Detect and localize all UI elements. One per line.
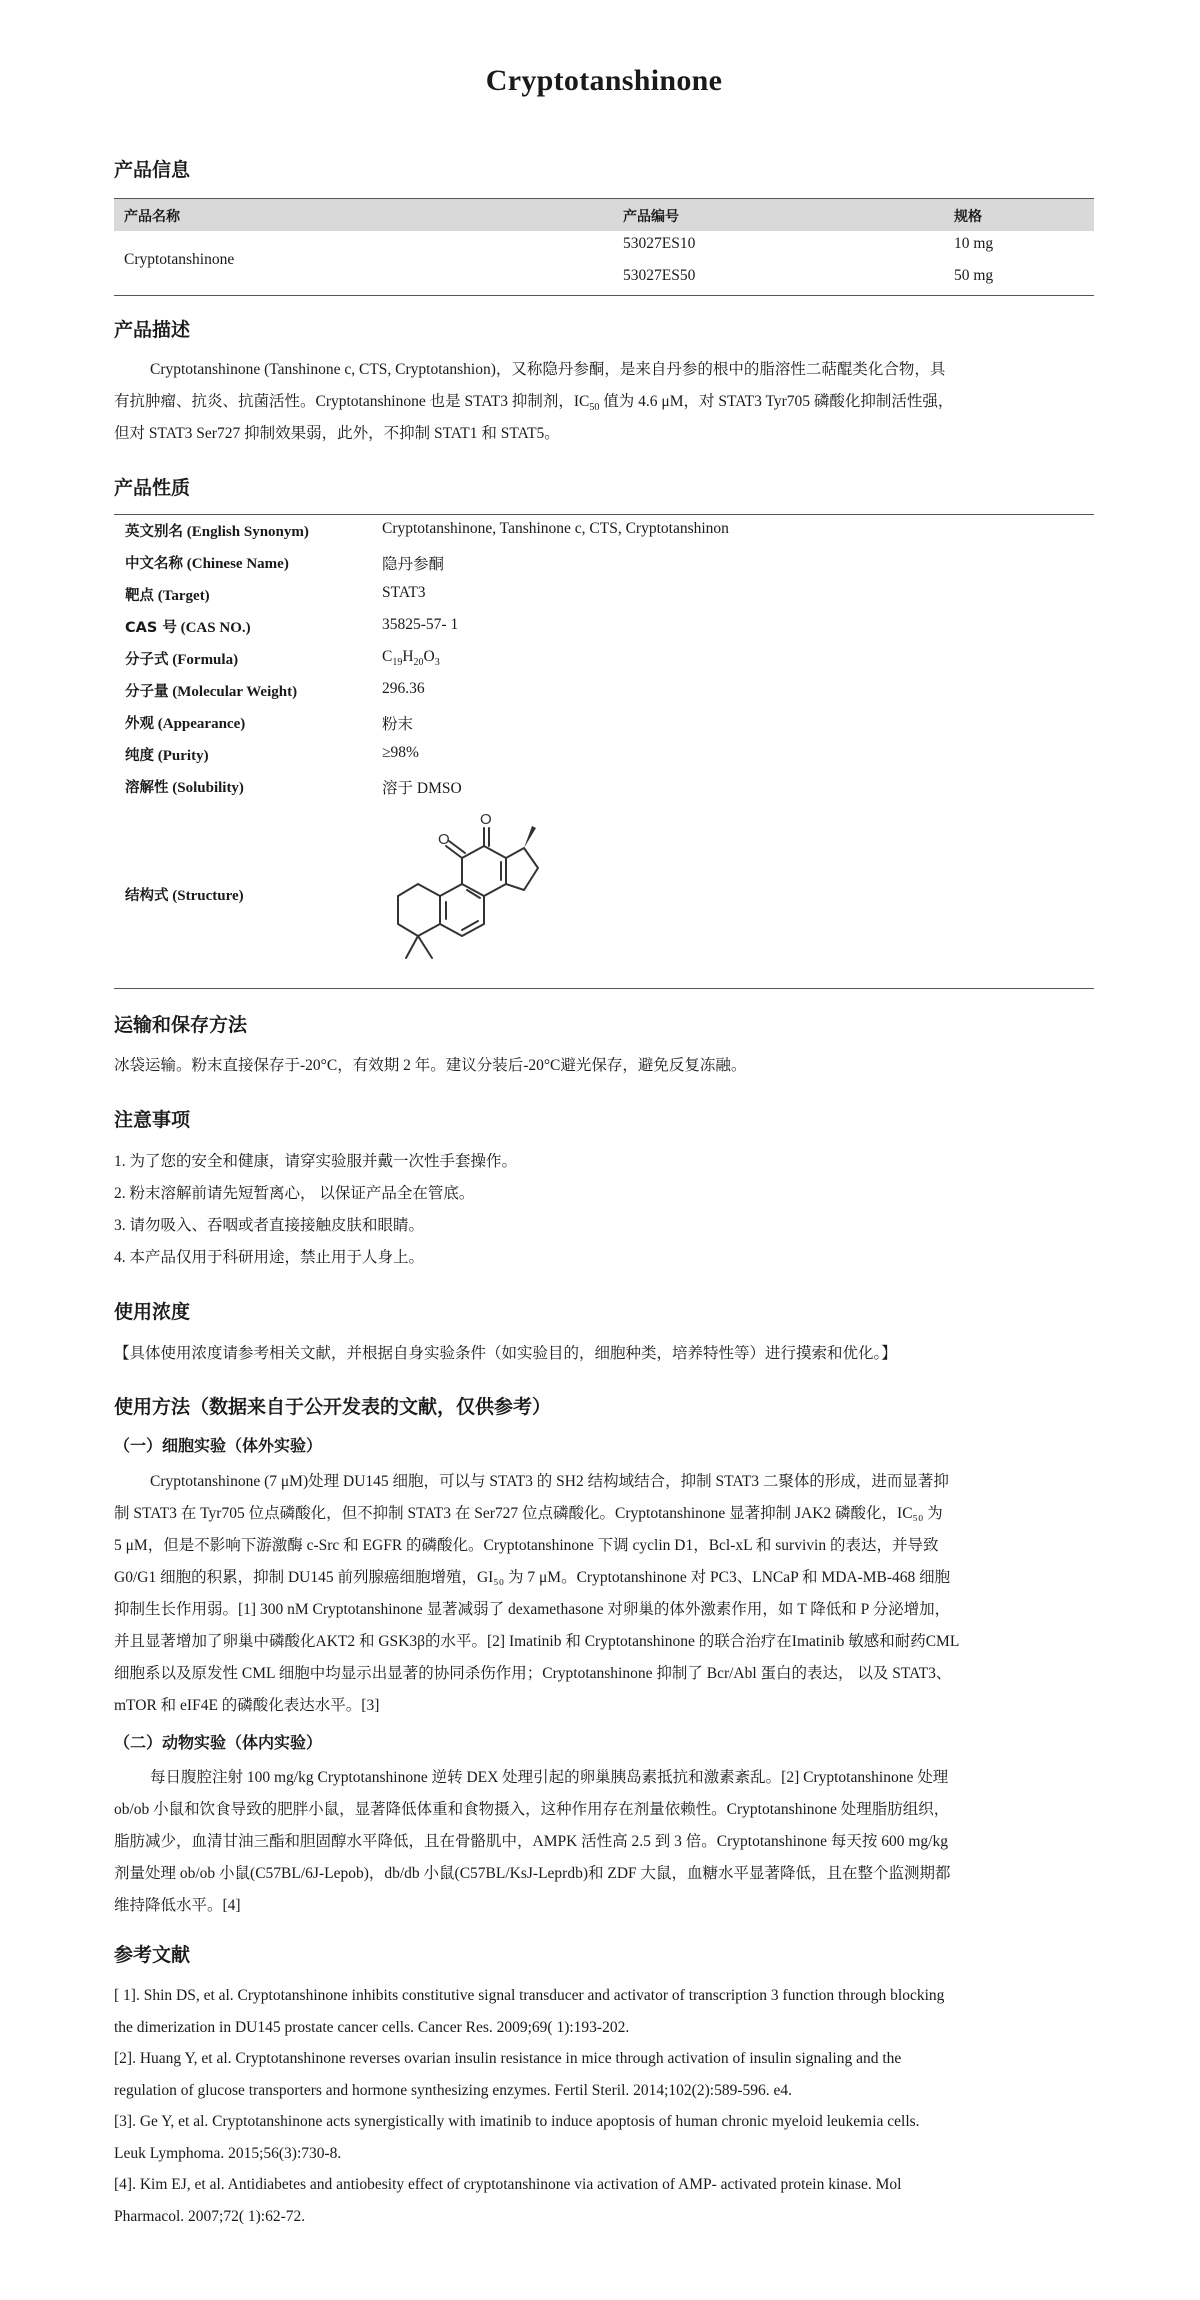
property-label: 靶点 xyxy=(125,588,154,604)
property-value: 35825-57- 1 xyxy=(382,616,459,633)
property-label: 分子量 xyxy=(125,684,169,700)
invitro-text xyxy=(114,1466,1094,1722)
property-row xyxy=(114,676,1094,706)
product-spec-cell: 50 mg xyxy=(954,267,994,284)
invivo-line: 每日腹腔注射 100 mg/kg Cryptotanshinone 逆转 DEX 处理引起的卵巢胰岛素抵抗和激素紊乱。[2] Cryptotanshinone 处理 xyxy=(150,1769,949,1786)
property-label-en: (Molecular Weight) xyxy=(172,684,298,700)
product-code-cell: 53027ES50 xyxy=(623,267,696,284)
product-info-table xyxy=(114,198,1094,296)
invitro-line: G0/G1 细胞的积累，抑制 DU145 前列腺癌细胞增殖，GI₅₀ 为 7 μM。Cryptotanshinone 对 PC3、LNCaP 和 MDA-MB-468 细胞 xyxy=(114,1569,951,1586)
property-label: 英文别名 xyxy=(125,524,183,540)
property-label: CAS 号 xyxy=(125,620,177,636)
property-label: 纯度 xyxy=(125,748,154,764)
property-label: 结构式 xyxy=(125,888,169,904)
invitro-line: 抑制生长作用弱。[1] 300 nM Cryptotanshinone 显著减弱了 dexamethasone 对卵巢的体外激素作用，如 T 降低和 P 分泌增加， xyxy=(114,1601,951,1618)
storage-heading: 运输和保存方法 xyxy=(114,1014,248,1036)
invivo-line: 脂肪减少，血清甘油三酯和胆固醇水平降低，且在骨骼肌中，AMPK 活性高 2.5 到 3 倍。Cryptotanshinone 每天按 600 mg/kg xyxy=(114,1833,948,1850)
product-spec-cell: 10 mg xyxy=(954,235,994,252)
description-line: 值为 4.6 μM，对 STAT3 Tyr705 磷酸化抑制活性强， xyxy=(599,393,954,410)
description-line: 有抗肿瘤、抗炎、抗菌活性。Cryptotanshinone 也是 STAT3 抑制剂，IC xyxy=(114,393,590,410)
ring-a-bonds xyxy=(398,884,440,936)
reference-item: [ 1]. Shin DS, et al. Cryptotanshinone inhibits constitutive signal transducer and activator of transcription 3 function through blocking the dimerization in DU145 prostate cancer cells. Cancer Res. 2009;69( 1):193-202. xyxy=(114,1987,945,2036)
usage-heading: 使用方法（数据来自于公开发表的文献，仅供参考） xyxy=(114,1396,552,1418)
property-label-en: (English Synonym) xyxy=(186,524,309,540)
invitro-line: 并且显著增加了卵巢中磷酸化AKT2 和 GSK3β的水平。[2] Imatinib 和 Cryptotanshinone 的联合治疗在Imatinib 敏感和耐药CML xyxy=(114,1633,960,1650)
invivo-line: 剂量处理 ob/ob 小鼠(C57BL/6J-Lepob)，db/db 小鼠(C57BL/KsJ-Leprdb)和 ZDF 大鼠，血糖水平显著降低，且在整个监测期都 xyxy=(114,1865,951,1882)
description-heading: 产品描述 xyxy=(114,319,191,341)
property-label: 分子式 xyxy=(125,652,169,668)
property-row xyxy=(114,612,1094,642)
property-label-en: (Structure) xyxy=(172,888,244,904)
reference-item: [2]. Huang Y, et al. Cryptotanshinone reverses ovarian insulin resistance in mice through activation of insulin signaling and the regulation of glucose transporters and hormone synthesizing enzymes. Fertil Steril. 2014;102(2):589-596. e4. xyxy=(114,2050,902,2099)
chemical-structure-image xyxy=(374,806,584,982)
product-name-cell: Cryptotanshinone xyxy=(124,251,235,268)
note-item: 4. 本产品仅用于科研用途，禁止用于人身上。 xyxy=(114,1249,425,1266)
property-row xyxy=(114,580,1094,610)
property-value: ≥98% xyxy=(382,744,419,761)
invivo-heading: （二）动物实验（体内实验） xyxy=(114,1733,323,1752)
property-value: 溶于 DMSO xyxy=(382,780,462,797)
notes-heading: 注意事项 xyxy=(114,1109,191,1131)
col-header-code: 产品编号 xyxy=(623,209,679,225)
invitro-line: 5 μM，但是不影响下游激酶 c-Src 和 EGFR 的磷酸化。Cryptotanshinone 下调 cyclin D1，Bcl-xL 和 survivin 的表达，并导致 xyxy=(114,1537,939,1554)
property-label-en: (Purity) xyxy=(157,748,209,764)
reference-item: [4]. Kim EJ, et al. Antidiabetes and antiobesity effect of cryptotanshinone via activation of AMP- activated protein kinase. Mol Pharmacol. 2007;72( 1):62-72. xyxy=(114,2176,902,2225)
note-item: 2. 粉末溶解前请先短暂离心， 以保证产品全在管底。 xyxy=(114,1185,475,1202)
concentration-text: 【具体使用浓度请参考相关文献，并根据自身实验条件（如实验目的，细胞种类，培养特性等）进行摸索和优化。】 xyxy=(114,1345,897,1362)
properties-top-rule xyxy=(114,514,1094,515)
property-label-en: (Solubility) xyxy=(172,780,244,796)
property-value: 296.36 xyxy=(382,680,425,697)
oxygen-atom-label: O xyxy=(480,811,492,828)
product-code-cell: 53027ES10 xyxy=(623,235,696,252)
property-value: 隐丹参酮 xyxy=(382,556,445,573)
property-row xyxy=(114,644,1094,674)
property-row xyxy=(114,740,1094,770)
product-info-body xyxy=(114,231,1094,296)
property-row xyxy=(114,548,1094,578)
property-value: Cryptotanshinone, Tanshinone c, CTS, Cryptotanshinon xyxy=(382,520,729,537)
invitro-heading: （一）细胞实验（体外实验） xyxy=(114,1436,323,1455)
methyl-bond xyxy=(406,936,418,958)
note-item: 1. 为了您的安全和健康，请穿实验服并戴一次性手套操作。 xyxy=(114,1153,518,1170)
description-text xyxy=(114,354,1094,450)
invitro-line: 细胞系以及原发性 CML 细胞中均显示出显著的协同杀伤作用；Cryptotanshinone 抑制了 Bcr/Abl 蛋白的表达， 以及 STAT3、 xyxy=(114,1665,952,1682)
invitro-line: mTOR 和 eIF4E 的磷酸化表达水平。[3] xyxy=(114,1697,380,1714)
methyl-wedge xyxy=(524,826,536,848)
property-label-en: (Appearance) xyxy=(157,716,246,732)
properties-heading: 产品性质 xyxy=(114,477,191,499)
methyl-bond xyxy=(418,936,432,958)
col-header-name: 产品名称 xyxy=(124,209,180,225)
property-row xyxy=(114,772,1094,802)
references-heading: 参考文献 xyxy=(114,1944,191,1966)
property-value: STAT3 xyxy=(382,584,426,601)
storage-text: 冰袋运输。粉末直接保存于-20°C，有效期 2 年。建议分装后-20°C避光保存，避免反复冻融。 xyxy=(114,1057,747,1074)
property-label-en: (Chinese Name) xyxy=(186,556,289,572)
property-row xyxy=(114,708,1094,738)
ring-d-bonds xyxy=(506,848,538,890)
concentration-heading: 使用浓度 xyxy=(114,1301,191,1323)
formula-value: $C_{19}H_{20}O_3$ xyxy=(382,648,440,669)
property-label: 溶解性 xyxy=(125,780,169,796)
description-line: Cryptotanshinone (Tanshinone c, CTS, Cryptotanshion)，又称隐丹参酮，是来自丹参的根中的脂溶性二萜醌类化合物，具 xyxy=(150,361,946,378)
property-value: 粉末 xyxy=(382,716,414,733)
properties-bottom-rule xyxy=(114,988,1094,989)
page-title: Cryptotanshinone xyxy=(485,64,723,97)
description-line: 但对 STAT3 Ser727 抑制效果弱，此外，不抑制 STAT1 和 STAT5。 xyxy=(114,425,560,442)
property-label: 外观 xyxy=(125,716,154,732)
notes-list xyxy=(114,1146,517,1274)
product-info-header-row xyxy=(114,198,1094,231)
property-label-en: (CAS NO.) xyxy=(180,620,251,636)
oxygen-atom-label: O xyxy=(438,831,450,848)
invitro-line: 制 STAT3 在 Tyr705 位点磷酸化，但不抑制 STAT3 在 Ser727 位点磷酸化。Cryptotanshinone 显著抑制 JAK2 磷酸化，IC₅₀ 为 xyxy=(114,1505,943,1522)
note-item: 3. 请勿吸入、吞咽或者直接接触皮肤和眼睛。 xyxy=(114,1217,425,1234)
reference-item: [3]. Ge Y, et al. Cryptotanshinone acts synergistically with imatinib to induce apoptosis of human chronic myeloid leukemia cells. Leuk Lymphoma. 2015;56(3):730-8. xyxy=(114,2113,920,2162)
invivo-text xyxy=(114,1762,1094,1922)
property-row-structure xyxy=(114,880,1094,910)
invitro-line: Cryptotanshinone (7 μM)处理 DU145 细胞，可以与 STAT3 的 SH2 结构域结合，抑制 STAT3 二聚体的形成，进而显著抑 xyxy=(150,1473,949,1490)
property-label-en: (Target) xyxy=(157,588,210,604)
invivo-line: ob/ob 小鼠和饮食导致的肥胖小鼠，显著降低体重和食物摄入，这种作用存在剂量依赖性。Cryptotanshinone 处理脂肪组织， xyxy=(114,1801,950,1818)
property-label: 中文名称 xyxy=(125,556,183,572)
property-label-en: (Formula) xyxy=(172,652,239,668)
invivo-line: 维持降低水平。[4] xyxy=(114,1897,241,1914)
ic50-subscript: 50 xyxy=(589,402,600,414)
property-row xyxy=(114,516,1094,546)
product-info-heading: 产品信息 xyxy=(114,159,191,181)
col-header-spec: 规格 xyxy=(954,209,982,225)
